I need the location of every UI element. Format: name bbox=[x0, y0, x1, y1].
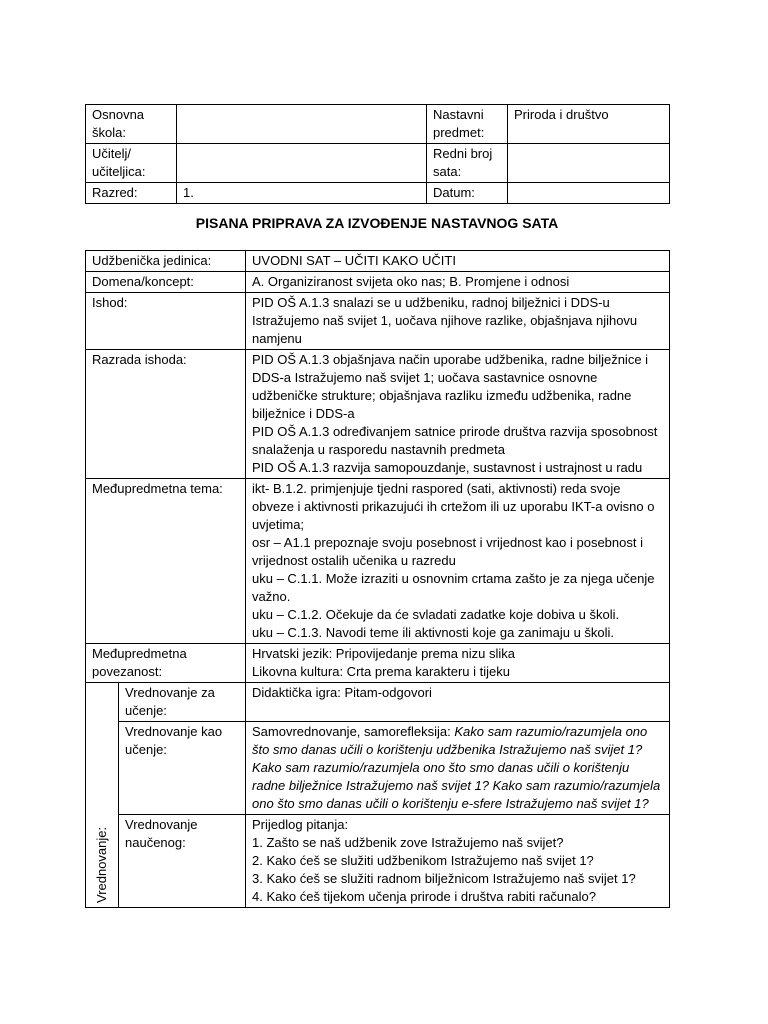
row-eval-for-learning bbox=[86, 683, 670, 722]
row-domain bbox=[86, 272, 670, 293]
row-eval-as-learning bbox=[86, 722, 670, 815]
domain-value: A. Organiziranost svijeta oko nas; B. Promjene i odnosi bbox=[246, 272, 670, 293]
eval-of-learning-value: Prijedlog pitanja: 1. Zašto se naš udžbenik zove Istražujemo naš svijet? 2. Kako ćeš se služiti udžbenikom Istražujemo naš svijet 1? 3. Kako ćeš se služiti radnom bilježnicom Istražujemo naš svijet 1? 4. Kako ćeš tijekom učenja prirode i društva rabiti računalo? bbox=[246, 815, 670, 908]
evaluation-side-label: Vrednovanje: bbox=[94, 826, 109, 903]
eval-of-learning-label: Vrednovanje naučenog: bbox=[119, 815, 246, 908]
school-label: Osnovna škola: bbox=[86, 105, 177, 144]
lesson-number-value bbox=[508, 144, 670, 183]
eval-for-learning-label: Vrednovanje za učenje: bbox=[119, 683, 246, 722]
subject-value: Priroda i društvo bbox=[508, 105, 670, 144]
eval-as-learning-questions: Kako sam razumio/razumjela ono što smo danas učili o korištenju udžbenika Istražujemo naš svijet 1? Kako sam razumio/razumjela ono što smo danas učili o korištenju radne bilježnice Istražujemo naš svijet 1? Kako sam razumio/razumjela ono što smo danas učili o korištenju e-sfere Istražujemo naš svijet 1? bbox=[252, 724, 661, 811]
subject-label: Nastavni predmet: bbox=[427, 105, 508, 144]
lesson-plan-table bbox=[85, 250, 670, 908]
grade-label: Razred: bbox=[86, 183, 177, 204]
outcome-label: Ishod: bbox=[86, 293, 246, 350]
teacher-label: Učitelj/ učiteljica: bbox=[86, 144, 177, 183]
cross-link-value: Hrvatski jezik: Pripovijedanje prema nizu slika Likovna kultura: Crta prema karakteru i tijeku bbox=[246, 644, 670, 683]
date-label: Datum: bbox=[427, 183, 508, 204]
outcome-detail-label: Razrada ishoda: bbox=[86, 350, 246, 479]
domain-label: Domena/koncept: bbox=[86, 272, 246, 293]
header-row-grade bbox=[86, 183, 670, 204]
evaluation-side-cell bbox=[86, 683, 119, 908]
row-eval-of-learning bbox=[86, 815, 670, 908]
cross-topic-value: ikt- B.1.2. primjenjuje tjedni raspored (sati, aktivnosti) reda svoje obveze i aktivnosti prikazujući ih crtežom ili uz uporabu IKT-a ovisno o uvjetima; osr – A1.1 prepoznaje svoju posebnost i vrijednost kao i posebnost i vrijednost ostalih učenika u razredu uku – C.1.1. Može izraziti u osnovnim crtama zašto je za njega učenje važno. uku – C.1.2. Očekuje da će svladati zadatke koje dobiva u školi. uku – C.1.3. Navodi teme ili aktivnosti koje ga zanimaju u školi. bbox=[246, 479, 670, 644]
eval-as-learning-label: Vrednovanje kao učenje: bbox=[119, 722, 246, 815]
row-cross-topic bbox=[86, 479, 670, 644]
unit-label: Udžbenička jedinica: bbox=[86, 251, 246, 272]
cross-link-label: Međupredmetna povezanost: bbox=[86, 644, 246, 683]
eval-for-learning-value: Didaktička igra: Pitam-odgovori bbox=[246, 683, 670, 722]
row-outcome-detail bbox=[86, 350, 670, 479]
cross-topic-label: Međupredmetna tema: bbox=[86, 479, 246, 644]
eval-as-learning-value bbox=[246, 722, 670, 815]
header-row-school bbox=[86, 105, 670, 144]
page-title: PISANA PRIPRAVA ZA IZVOĐENJE NASTAVNOG SATA bbox=[195, 215, 559, 231]
header-row-teacher bbox=[86, 144, 670, 183]
row-unit bbox=[86, 251, 670, 272]
date-value bbox=[508, 183, 670, 204]
row-outcome bbox=[86, 293, 670, 350]
outcome-value: PID OŠ A.1.3 snalazi se u udžbeniku, radnoj bilježnici i DDS-u Istražujemo naš svijet 1, uočava njihove razlike, objašnjava njihovu namjenu bbox=[246, 293, 670, 350]
eval-as-learning-prefix: Samovrednovanje, samorefleksija: bbox=[252, 724, 455, 739]
row-cross-link bbox=[86, 644, 670, 683]
lesson-number-label: Redni broj sata: bbox=[427, 144, 508, 183]
outcome-detail-value: PID OŠ A.1.3 objašnjava način uporabe udžbenika, radne bilježnice i DDS-a Istražujemo naš svijet 1; uočava sastavnice osnovne udžbeničke strukture; objašnjava razliku između udžbenika, radne bilježnice i DDS-a PID OŠ A.1.3 određivanjem satnice prirode društva razvija sposobnost snalaženja u rasporedu nastavnih predmeta PID OŠ A.1.3 razvija samopouzdanje, sustavnost i ustrajnost u radu bbox=[246, 350, 670, 479]
header-table bbox=[85, 104, 670, 204]
school-value bbox=[177, 105, 427, 144]
teacher-value bbox=[177, 144, 427, 183]
grade-value: 1. bbox=[177, 183, 427, 204]
unit-value: UVODNI SAT – UČITI KAKO UČITI bbox=[246, 251, 670, 272]
